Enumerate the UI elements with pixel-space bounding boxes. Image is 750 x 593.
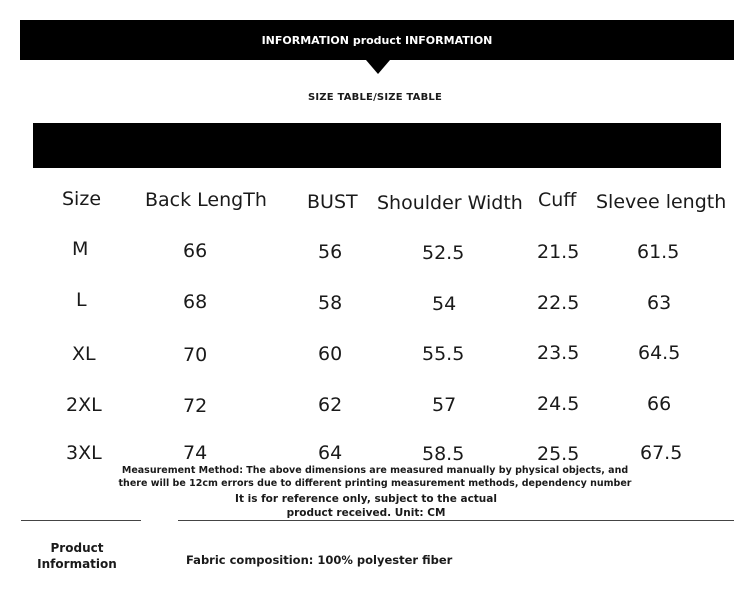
banner-pointer bbox=[366, 60, 390, 74]
row-3xl-size: 3XL bbox=[66, 442, 102, 464]
row-l-bust: 58 bbox=[318, 292, 343, 314]
row-2xl-size: 2XL bbox=[66, 394, 102, 416]
row-m-cuff: 21.5 bbox=[537, 241, 580, 263]
row-3xl-bust: 64 bbox=[318, 442, 343, 464]
header-bust: BUST bbox=[307, 191, 358, 213]
row-xl-sleeve: 64.5 bbox=[638, 342, 681, 364]
row-l-shoulder: 54 bbox=[432, 293, 457, 315]
row-2xl-bust: 62 bbox=[318, 394, 343, 416]
row-l-cuff: 22.5 bbox=[537, 292, 580, 314]
row-2xl-shoulder: 57 bbox=[432, 394, 457, 416]
row-l-sleeve: 63 bbox=[647, 292, 672, 314]
table-header-bar bbox=[33, 123, 721, 168]
row-xl-back-length: 70 bbox=[183, 344, 208, 366]
measurement-note-line4: product received. Unit: CM bbox=[286, 507, 446, 519]
info-banner bbox=[20, 20, 734, 60]
row-3xl-sleeve: 67.5 bbox=[640, 442, 683, 464]
row-m-sleeve: 61.5 bbox=[637, 241, 680, 263]
product-information-label bbox=[28, 540, 126, 572]
divider-right bbox=[178, 520, 734, 521]
product-info-line2: Information bbox=[37, 557, 117, 571]
header-cuff: Cuff bbox=[538, 189, 577, 211]
row-2xl-cuff: 24.5 bbox=[537, 393, 580, 415]
header-sleeve-length: Slevee length bbox=[596, 191, 727, 213]
row-2xl-sleeve: 66 bbox=[647, 393, 672, 415]
divider-left bbox=[21, 520, 141, 521]
row-3xl-shoulder: 58.5 bbox=[422, 443, 465, 465]
banner-title: INFORMATION product INFORMATION bbox=[261, 33, 493, 47]
header-size: Size bbox=[62, 188, 102, 210]
row-xl-cuff: 23.5 bbox=[537, 342, 580, 364]
row-3xl-cuff: 25.5 bbox=[537, 443, 580, 465]
row-m-bust: 56 bbox=[318, 241, 343, 263]
row-m-back-length: 66 bbox=[183, 240, 208, 262]
row-m-shoulder: 52.5 bbox=[422, 242, 465, 264]
row-l-back-length: 68 bbox=[183, 291, 208, 313]
measurement-note-line2: there will be 12cm errors due to different printing measurement methods, dependency number bbox=[118, 478, 632, 489]
row-xl-bust: 60 bbox=[318, 343, 343, 365]
header-back-length: Back LengTh bbox=[145, 189, 267, 211]
row-xl-size: XL bbox=[72, 343, 96, 365]
row-3xl-back-length: 74 bbox=[183, 442, 208, 464]
row-2xl-back-length: 72 bbox=[183, 395, 208, 417]
row-l-size: L bbox=[76, 289, 87, 311]
measurement-note-line3: It is for reference only, subject to the actual bbox=[235, 493, 497, 505]
header-shoulder-width: Shoulder Width bbox=[377, 192, 523, 214]
fabric-composition: Fabric composition: 100% polyester fiber bbox=[186, 553, 453, 567]
size-table-subtitle: SIZE TABLE/SIZE TABLE bbox=[307, 92, 443, 103]
product-info-line1: Product bbox=[50, 541, 104, 555]
row-m-size: M bbox=[72, 238, 89, 260]
row-xl-shoulder: 55.5 bbox=[422, 343, 465, 365]
measurement-note-line1: Measurement Method: The above dimensions are measured manually by physical objects, and bbox=[121, 465, 629, 476]
